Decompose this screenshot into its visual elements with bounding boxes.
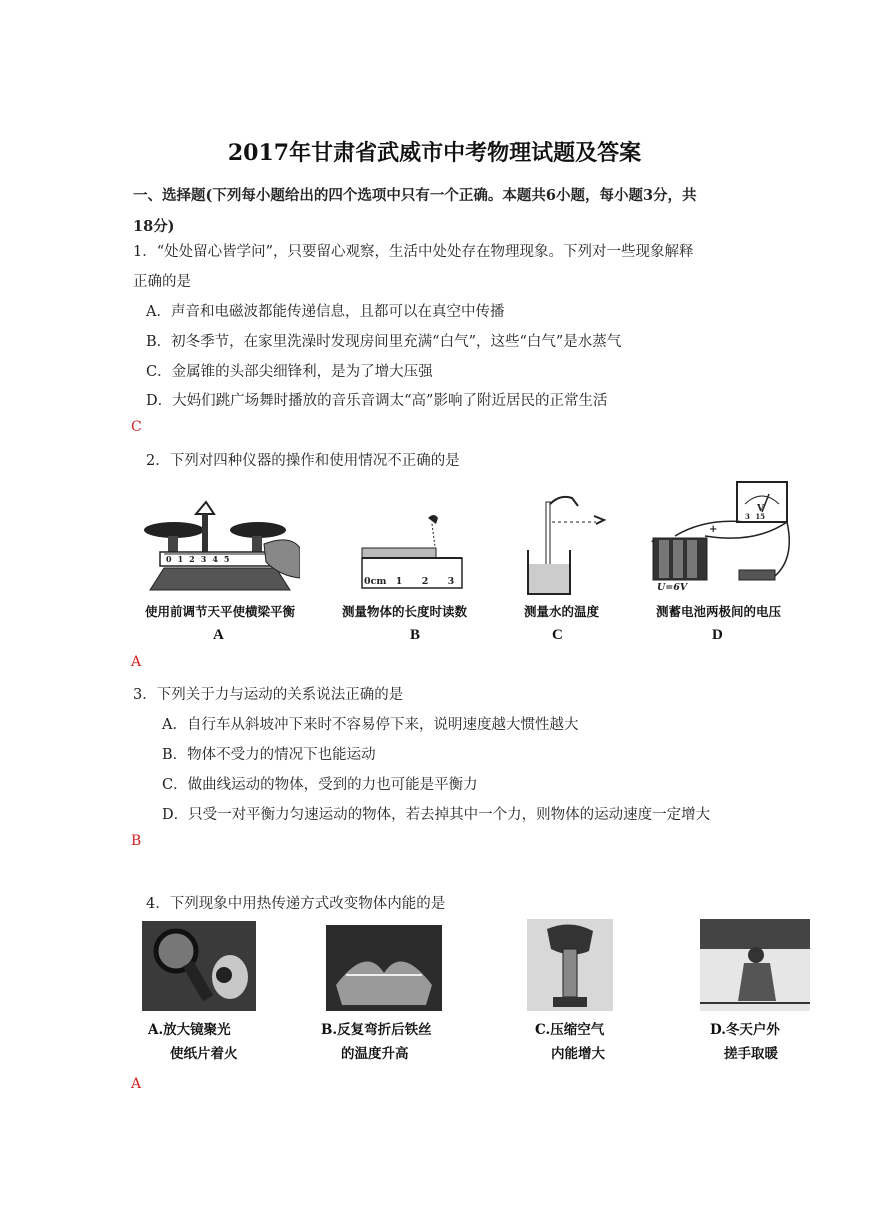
q4-caption-a <box>148 1018 238 1066</box>
balance-illustration <box>140 498 300 598</box>
q4-caption-a-line1: A.放大镜聚光 <box>148 1022 231 1038</box>
q4-caption-b-line2: 的温度升高 <box>341 1046 409 1062</box>
q4-caption-d-line2: 搓手取暖 <box>724 1046 778 1062</box>
ruler-label-3: 3 <box>447 576 455 587</box>
q2-caption-b: 测量物体的长度时读数 <box>342 604 468 619</box>
q4-answer: A <box>131 1076 142 1092</box>
q4-caption-a-line2: 使纸片着火 <box>170 1046 238 1062</box>
q2-letter-a: A <box>213 627 224 643</box>
q1-option-c: C．金属锥的头部尖细锋利，是为了增大压强 <box>146 364 433 380</box>
q4-caption-c-line2: 内能增大 <box>551 1046 605 1062</box>
section-header <box>133 180 743 242</box>
q1-answer: C <box>131 419 142 435</box>
rubbing-hands-photo <box>700 919 810 1011</box>
q4-caption-b <box>321 1018 432 1066</box>
q3-option-b: B．物体不受力的情况下也能运动 <box>162 747 376 763</box>
q1-stem-line2: 正确的是 <box>133 274 191 290</box>
ruler-label-0: 0cm <box>364 576 387 587</box>
q4-caption-b-line1: B.反复弯折后铁丝 <box>321 1022 432 1038</box>
q1-option-d: D．大妈们跳广场舞时播放的音乐音调太“高”影响了附近居民的正常生活 <box>146 393 608 409</box>
q1-option-b: B．初冬季节，在家里洗澡时发现房间里充满“白气”，这些“白气”是水蒸气 <box>146 334 622 350</box>
balance-scale-label-1: 1 <box>177 554 190 564</box>
section-header-line1: 一、选择题(下列每小题给出的四个选项中只有一个正确。本题共6小题，每小题3分，共 <box>133 187 697 204</box>
q2-figure-a <box>140 498 300 598</box>
section-header-line2: 18分) <box>133 218 175 235</box>
q2-figure-c <box>520 488 610 596</box>
q2-letter-d: D <box>712 627 723 643</box>
q2-letter-c: C <box>552 627 563 643</box>
battery-voltmeter-illustration <box>645 478 800 598</box>
page-title: 2017年甘肃省武威市中考物理试题及答案 <box>227 140 642 166</box>
q4-stem: 4．下列现象中用热传递方式改变物体内能的是 <box>146 896 446 912</box>
q2-stem: 2．下列对四种仪器的操作和使用情况不正确的是 <box>146 453 460 469</box>
battery-label-plus: + <box>709 524 718 535</box>
q3-option-c: C．做曲线运动的物体，受到的力也可能是平衡力 <box>162 777 478 793</box>
ruler-label-1: 1 <box>395 576 403 587</box>
q2-caption-d: 测蓄电池两极间的电压 <box>656 604 782 619</box>
battery-voltage-label: U=6V <box>657 582 688 593</box>
q4-caption-c-line1: C.压缩空气 <box>535 1022 605 1038</box>
voltmeter-label-15: 15 <box>755 512 766 521</box>
thermometer-beaker-illustration <box>520 488 610 596</box>
q4-caption-d <box>710 1018 780 1066</box>
q2-figure-b <box>358 510 468 590</box>
q3-option-a: A．自行车从斜坡冲下来时不容易停下来，说明速度越大惯性越大 <box>162 717 579 733</box>
q1-option-a: A．声音和电磁波都能传递信息，且都可以在真空中传播 <box>146 304 505 320</box>
q2-answer: A <box>131 654 142 670</box>
q2-letter-b: B <box>410 627 421 643</box>
balance-scale-label-0: 0 <box>166 554 178 564</box>
q3-option-d: D．只受一对平衡力匀速运动的物体，若去掉其中一个力，则物体的运动速度一定增大 <box>162 807 711 823</box>
q2-caption-c: 测量水的温度 <box>524 604 600 619</box>
q4-caption-d-line1: D.冬天户外 <box>710 1022 780 1038</box>
q2-caption-a: 使用前调节天平使横梁平衡 <box>145 604 296 619</box>
balance-scale-label-2: 2 <box>189 554 201 564</box>
q2-figure-d <box>645 478 800 598</box>
voltmeter-label-v: V <box>757 504 764 514</box>
q4-photo-d <box>700 919 810 1011</box>
q4-photo-a <box>142 921 256 1011</box>
balance-scale-label-3: 3 <box>200 554 213 564</box>
q4-photo-b <box>326 925 442 1011</box>
bending-wire-photo <box>326 925 442 1011</box>
air-compression-photo <box>527 919 613 1011</box>
q4-caption-c <box>535 1018 605 1066</box>
battery-label-minus: - <box>651 536 656 547</box>
voltmeter-label-3: 3 <box>745 512 750 521</box>
balance-scale-label-4: 4 <box>212 554 224 564</box>
q4-photo-c <box>527 919 613 1011</box>
balance-scale-label-5: 5 <box>223 554 236 564</box>
magnifier-photo <box>142 921 256 1011</box>
q1-stem-line1: 1．“处处留心皆学问”，只要留心观察，生活中处处存在物理现象。下列对一些现象解释 <box>133 244 694 260</box>
ruler-label-2: 2 <box>421 576 429 587</box>
q3-answer: B <box>131 833 142 849</box>
q3-stem: 3．下列关于力与运动的关系说法正确的是 <box>133 687 404 703</box>
